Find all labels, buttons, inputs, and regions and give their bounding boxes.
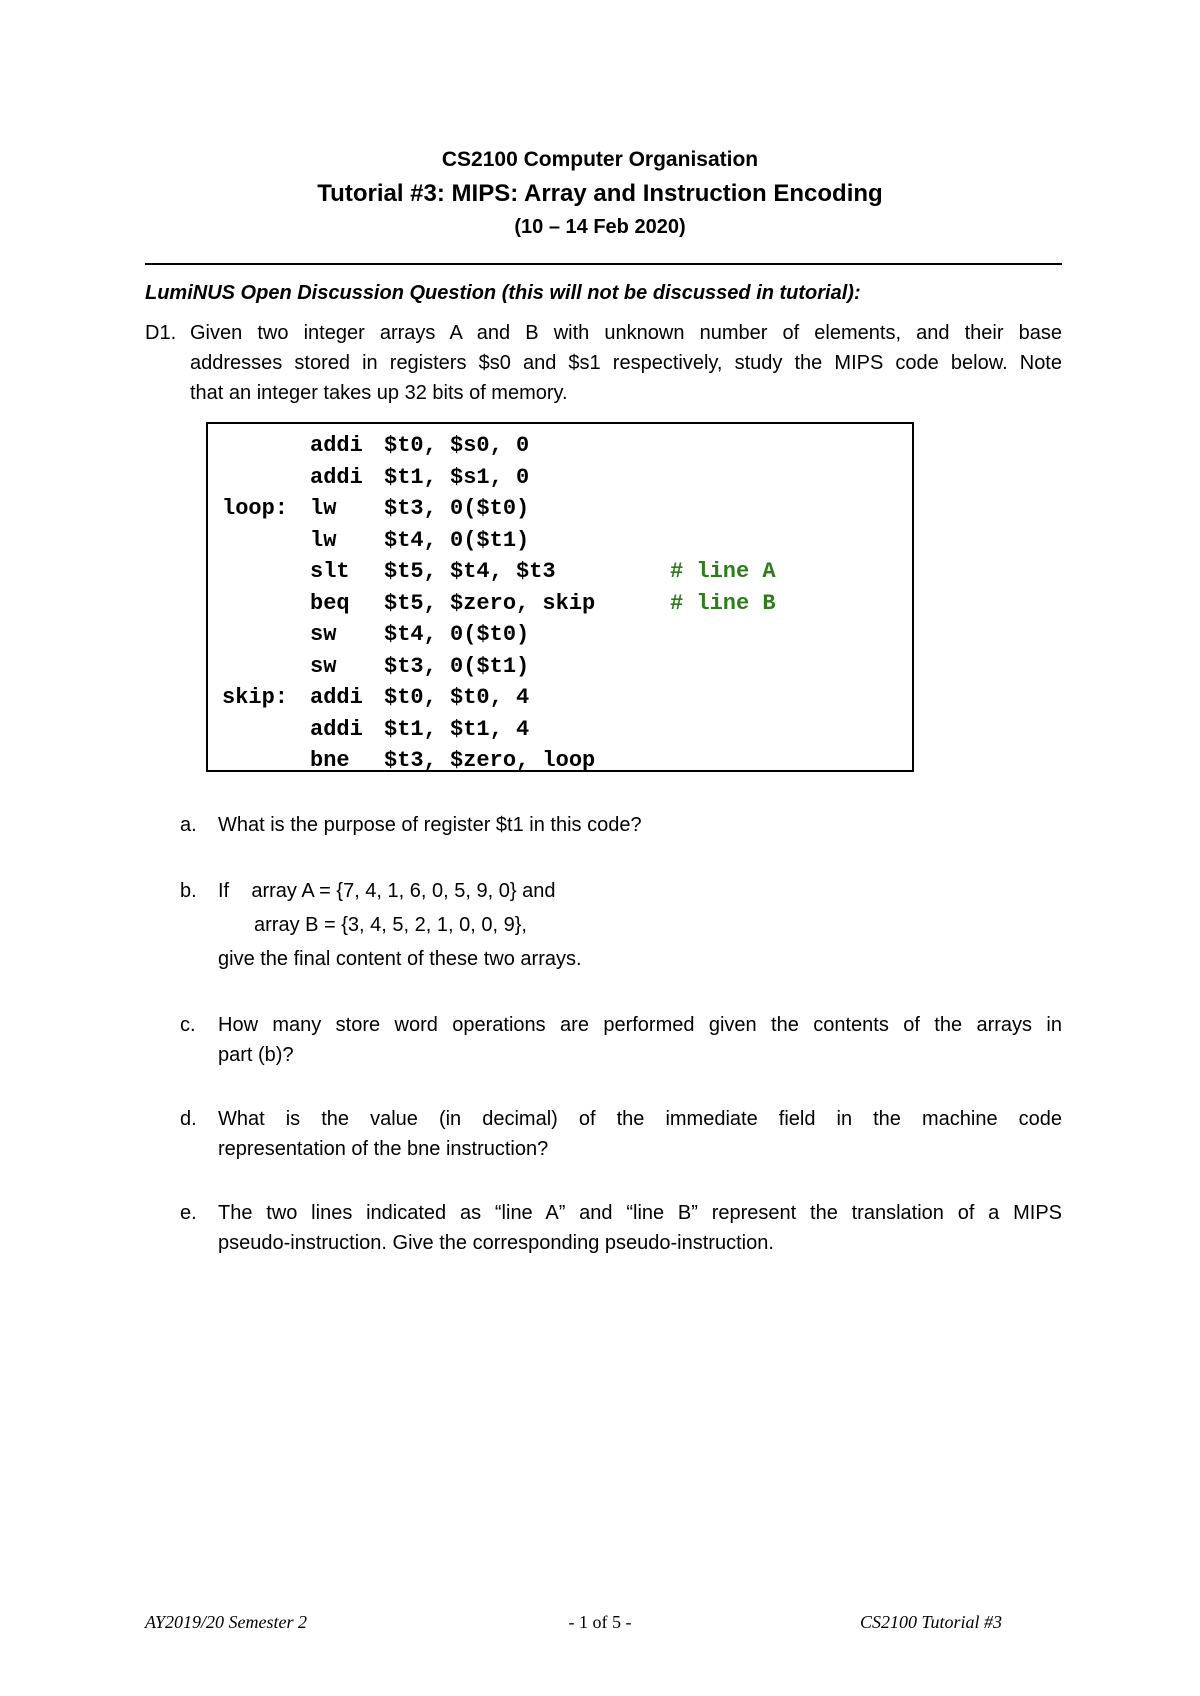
code-opcode: addi [310,464,363,490]
code-operands: $t1, $t1, 4 [384,716,530,742]
part-e-line-1: The two lines indicated as “line A” and “line B” represent the translation of a MIPS [218,1202,1062,1224]
part-e-label: e. [180,1202,197,1224]
part-c-line-2: part (b)? [218,1044,294,1066]
part-d-line-2: representation of the bne instruction? [218,1138,549,1160]
code-operands: $t5, $t4, $t3 [384,559,556,584]
code-line [222,714,776,746]
header-divider [145,263,1062,265]
question-label: D1. [145,322,177,344]
code-line [222,588,776,620]
code-label: skip: [222,685,289,710]
code-line [222,430,776,462]
part-c-label: c. [180,1014,196,1036]
section-heading: LumiNUS Open Discussion Question (this will not be discussed in tutorial): [145,282,861,304]
tutorial-title: Tutorial #3: MIPS: Array and Instruction Encoding [317,180,883,207]
code-opcode: sw [310,653,337,679]
code-line [222,619,776,651]
question-line-1: Given two integer arrays A and B with unknown number of elements, and their base [190,322,1062,344]
code-opcode: sw [310,622,337,647]
mips-code [222,430,776,777]
code-operands: $t4, 0($t1) [384,527,530,553]
code-line [222,682,776,714]
part-c-line-1: How many store word operations are performed given the contents of the arrays in [218,1014,1062,1036]
part-d-label: d. [180,1108,197,1130]
code-line [222,651,776,683]
code-operands: $t0, $t0, 4 [384,685,530,710]
code-line [222,556,776,588]
code-opcode: lw [310,496,337,521]
code-line [222,493,776,525]
part-b-line-2: array B = {3, 4, 5, 2, 1, 0, 0, 9}, [254,914,527,936]
code-line [222,745,776,777]
footer-course: CS2100 Tutorial #3 [860,1612,1003,1632]
code-opcode: slt [310,559,350,584]
part-d-line-1: What is the value (in decimal) of the immediate field in the machine code [218,1108,1062,1130]
code-opcode: addi [310,716,363,742]
code-comment: # line A [670,559,776,584]
code-opcode: bne [310,748,350,773]
part-a-text: What is the purpose of register $t1 in this code? [218,814,642,836]
question-line-2: addresses stored in registers $s0 and $s1 respectively, study the MIPS code below. Note [190,352,1062,374]
part-b-label: b. [180,880,197,902]
code-opcode: addi [310,433,363,458]
code-label: loop: [222,496,289,521]
part-b-line-1: If array A = {7, 4, 1, 6, 0, 5, 9, 0} and [218,880,556,902]
code-operands: $t1, $s1, 0 [384,464,530,490]
code-operands: $t5, $zero, skip [384,590,596,616]
part-a-label: a. [180,814,197,836]
code-operands: $t3, 0($t1) [384,653,530,679]
footer-semester: AY2019/20 Semester 2 [145,1612,307,1632]
code-operands: $t4, 0($t0) [384,622,530,647]
mips-code-box [206,422,914,772]
part-e-line-2: pseudo-instruction. Give the corresponding pseudo-instruction. [218,1232,774,1254]
part-b-line-3: give the final content of these two arrays. [218,948,582,970]
tutorial-dates: (10 – 14 Feb 2020) [514,216,686,238]
code-opcode: lw [310,527,337,553]
course-title: CS2100 Computer Organisation [441,148,759,171]
code-operands: $t0, $s0, 0 [384,433,530,458]
code-opcode: beq [310,590,350,616]
code-operands: $t3, 0($t0) [384,496,530,521]
question-line-3: that an integer takes up 32 bits of memory. [190,382,568,404]
code-operands: $t3, $zero, loop [384,748,596,773]
code-line [222,525,776,557]
code-line [222,462,776,494]
code-opcode: addi [310,685,363,710]
code-comment: # line B [670,590,776,616]
footer-page-number: - 1 of 5 - [568,1612,632,1632]
